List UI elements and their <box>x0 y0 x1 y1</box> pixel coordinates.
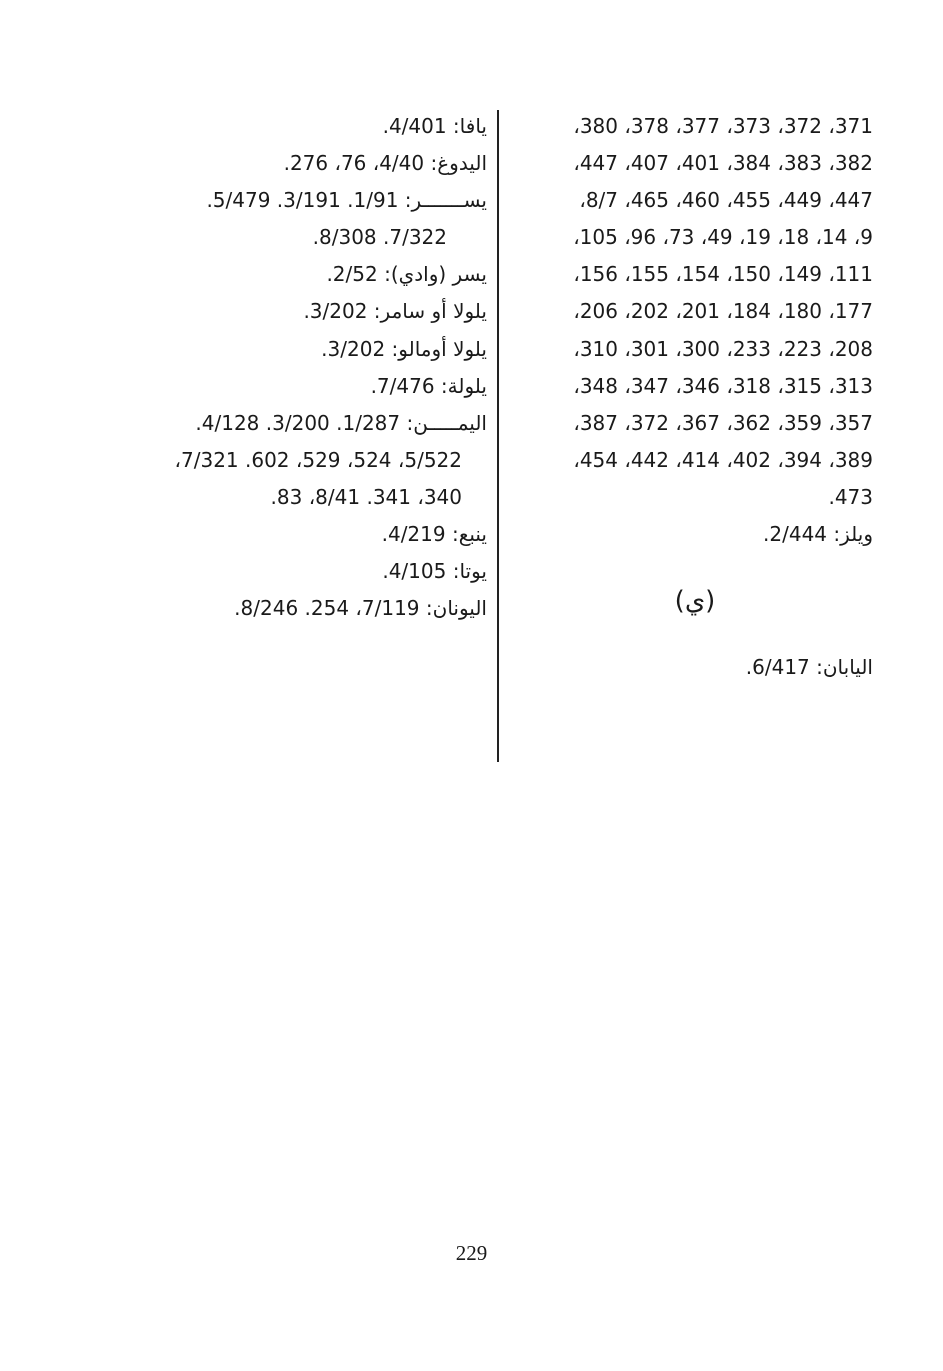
index-entry: يسر (وادي): 2/52. <box>326 262 487 287</box>
index-line: 111، 149، 150، 154، 155، 156، <box>573 262 873 287</box>
index-entry-continuation: 7/322. 8/308. <box>312 225 447 250</box>
index-column-left <box>122 108 487 627</box>
index-entry-jaffa: يافا: 4/401. <box>382 114 487 138</box>
index-line: 9، 14، 18، 19، 49، 73، 96، 105، <box>573 225 873 250</box>
index-entry: ينبع: 4/219. <box>381 522 487 547</box>
index-line: 382، 383، 384، 401، 407، 447، <box>573 151 873 176</box>
index-line: 177، 180، 184، 201، 202، 206، <box>573 299 873 324</box>
index-entry-continuation: 340، 341. 8/41، 83. <box>270 484 462 509</box>
index-line: 389، 394، 402، 414، 442، 454، <box>573 447 873 472</box>
page-number: 229 <box>455 1241 488 1265</box>
index-entry: يلولة: 7/476. <box>370 373 487 398</box>
index-line: 447، 449، 455، 460، 465، 8/7، <box>579 188 873 213</box>
index-entry: يســـــــر: 1/91. 3/191. 5/479. <box>206 188 487 213</box>
index-entry: يلولا أومالو: 3/202. <box>321 336 487 361</box>
index-line: 473. <box>828 484 873 509</box>
index-entry-japan: اليابان: 6/417. <box>745 655 873 679</box>
index-entry: يلولا أو سامر: 3/202. <box>303 299 487 324</box>
index-line: 208، 223، 233، 300، 301، 310، <box>573 336 873 361</box>
index-entry-wales: ويلز: 2/444. <box>763 522 873 547</box>
index-entry-yemen: اليمـــــن: 1/287. 3/200. 4/128. <box>195 410 487 435</box>
index-line: 371، 372، 373، 377، 378، 380، <box>573 114 873 138</box>
index-entry-continuation: 5/522، 524، 529، 602. 7/321، <box>174 447 462 472</box>
column-divider <box>497 110 499 762</box>
index-column-right <box>513 108 873 553</box>
index-entry-greece: اليونان: 7/119، 254. 8/246. <box>234 596 487 621</box>
section-heading-ya: (ي) <box>674 586 716 616</box>
index-entry: يوتا: 4/105. <box>382 559 487 584</box>
index-line: 313، 315، 318، 346، 347، 348، <box>573 373 873 398</box>
index-line: 357، 359، 362، 367، 372، 387، <box>573 410 873 435</box>
index-entry: اليدوغ: 4/40، 76، 276. <box>283 151 487 176</box>
